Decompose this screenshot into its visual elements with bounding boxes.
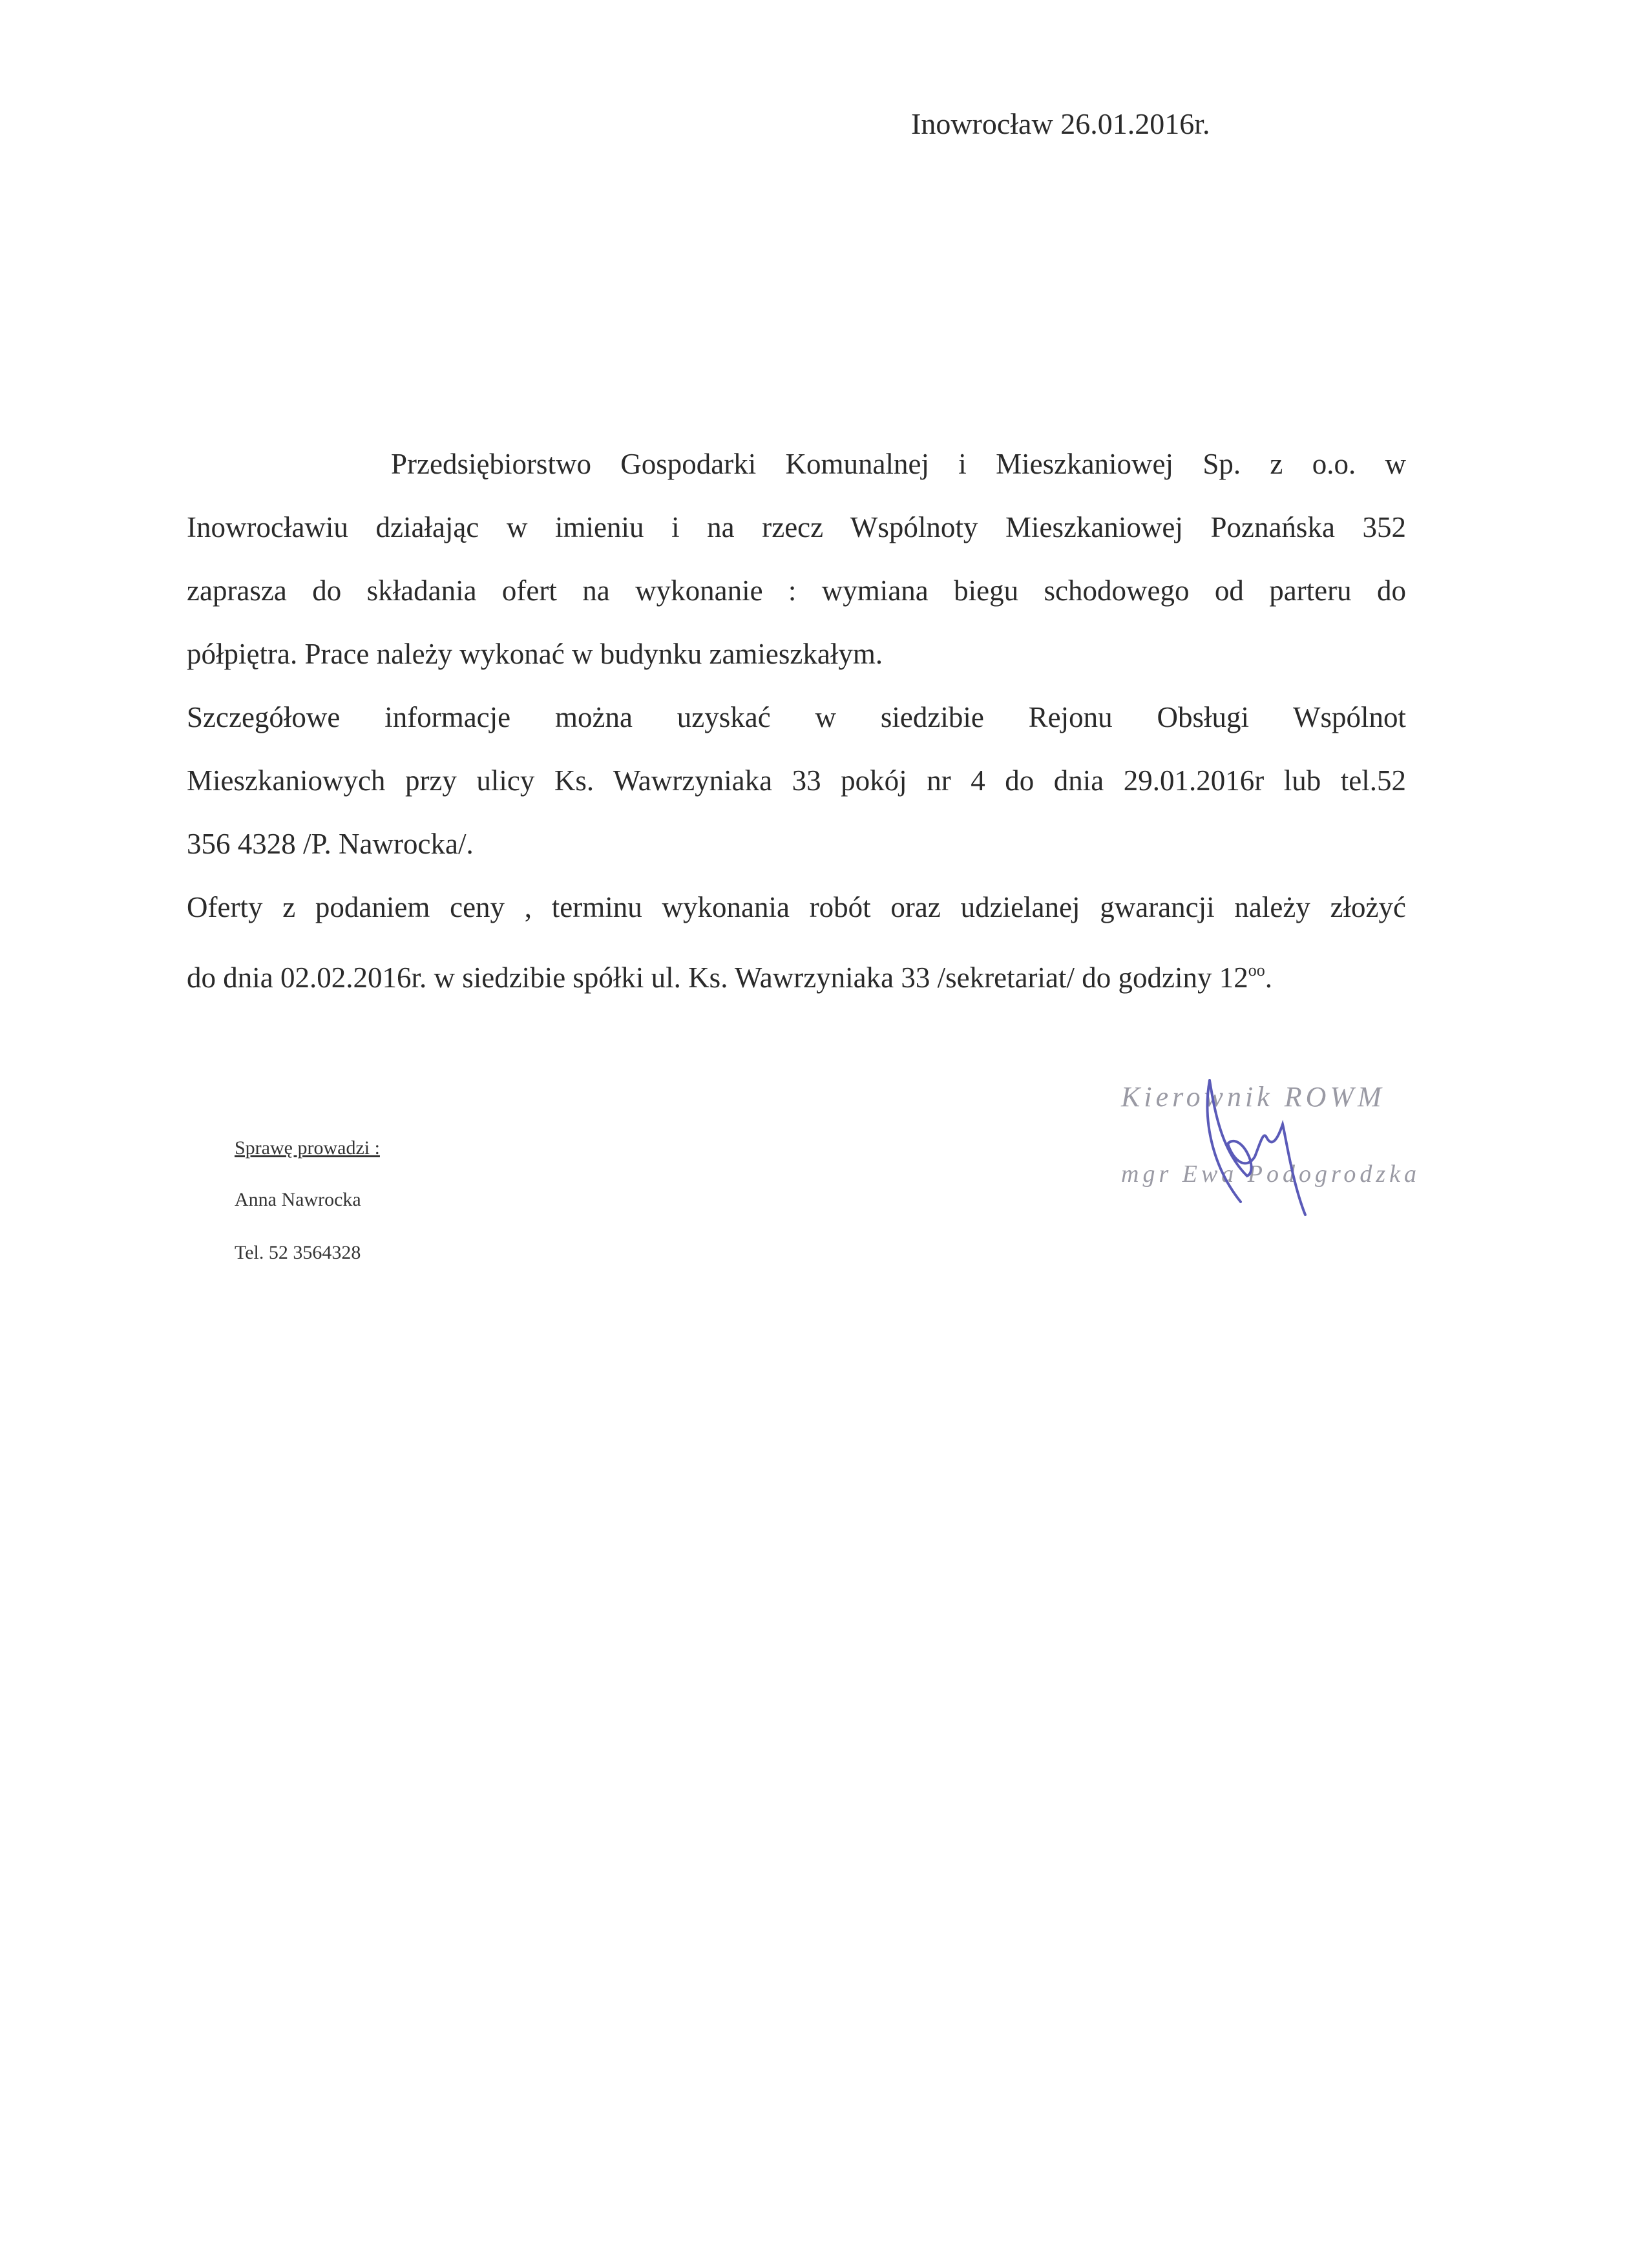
stamp-name: mgr Ewa Podogrodzka — [1121, 1160, 1421, 1188]
body-line: Oferty z podaniem ceny , terminu wykonania robót oraz udzielanej gwarancji należy złożyć — [187, 891, 1406, 923]
deadline-text: do dnia 02.02.2016r. w siedzibie spółki ul. Ks. Wawrzyniaka 33 /sekretariat/ do godziny 12 — [187, 961, 1248, 994]
period: . — [1265, 961, 1272, 994]
signature — [1202, 1073, 1344, 1241]
body-line: 356 4328 /P. Nawrocka/. — [187, 828, 474, 860]
body-line: półpiętra. Prace należy wykonać w budynku zamieszkałym. — [187, 638, 883, 670]
hour-superscript: oo — [1248, 961, 1265, 980]
document-date: Inowrocław 26.01.2016r. — [911, 107, 1210, 140]
contact-label: Sprawę prowadzi : — [235, 1137, 380, 1159]
body-line: Przedsiębiorstwo Gospodarki Komunalnej i Mieszkaniowej Sp. z o.o. w — [391, 448, 1406, 480]
body-line: Inowrocławiu działając w imieniu i na rzecz Wspólnoty Mieszkaniowej Poznańska 352 — [187, 511, 1406, 543]
letter-body — [187, 445, 1406, 1014]
body-line: zaprasza do składania ofert na wykonanie : wymiana biegu schodowego od parteru do — [187, 574, 1406, 607]
stamp-title: Kierownik ROWM — [1121, 1081, 1385, 1113]
body-line — [187, 951, 1406, 1014]
body-line: Mieszkaniowych przy ulicy Ks. Wawrzyniaka 33 pokój nr 4 do dnia 29.01.2016r lub tel.52 — [187, 764, 1406, 797]
contact-phone: Tel. 52 3564328 — [235, 1242, 361, 1263]
body-line: Szczegółowe informacje można uzyskać w siedzibie Rejonu Obsługi Wspólnot — [187, 701, 1406, 733]
contact-name: Anna Nawrocka — [235, 1189, 361, 1210]
